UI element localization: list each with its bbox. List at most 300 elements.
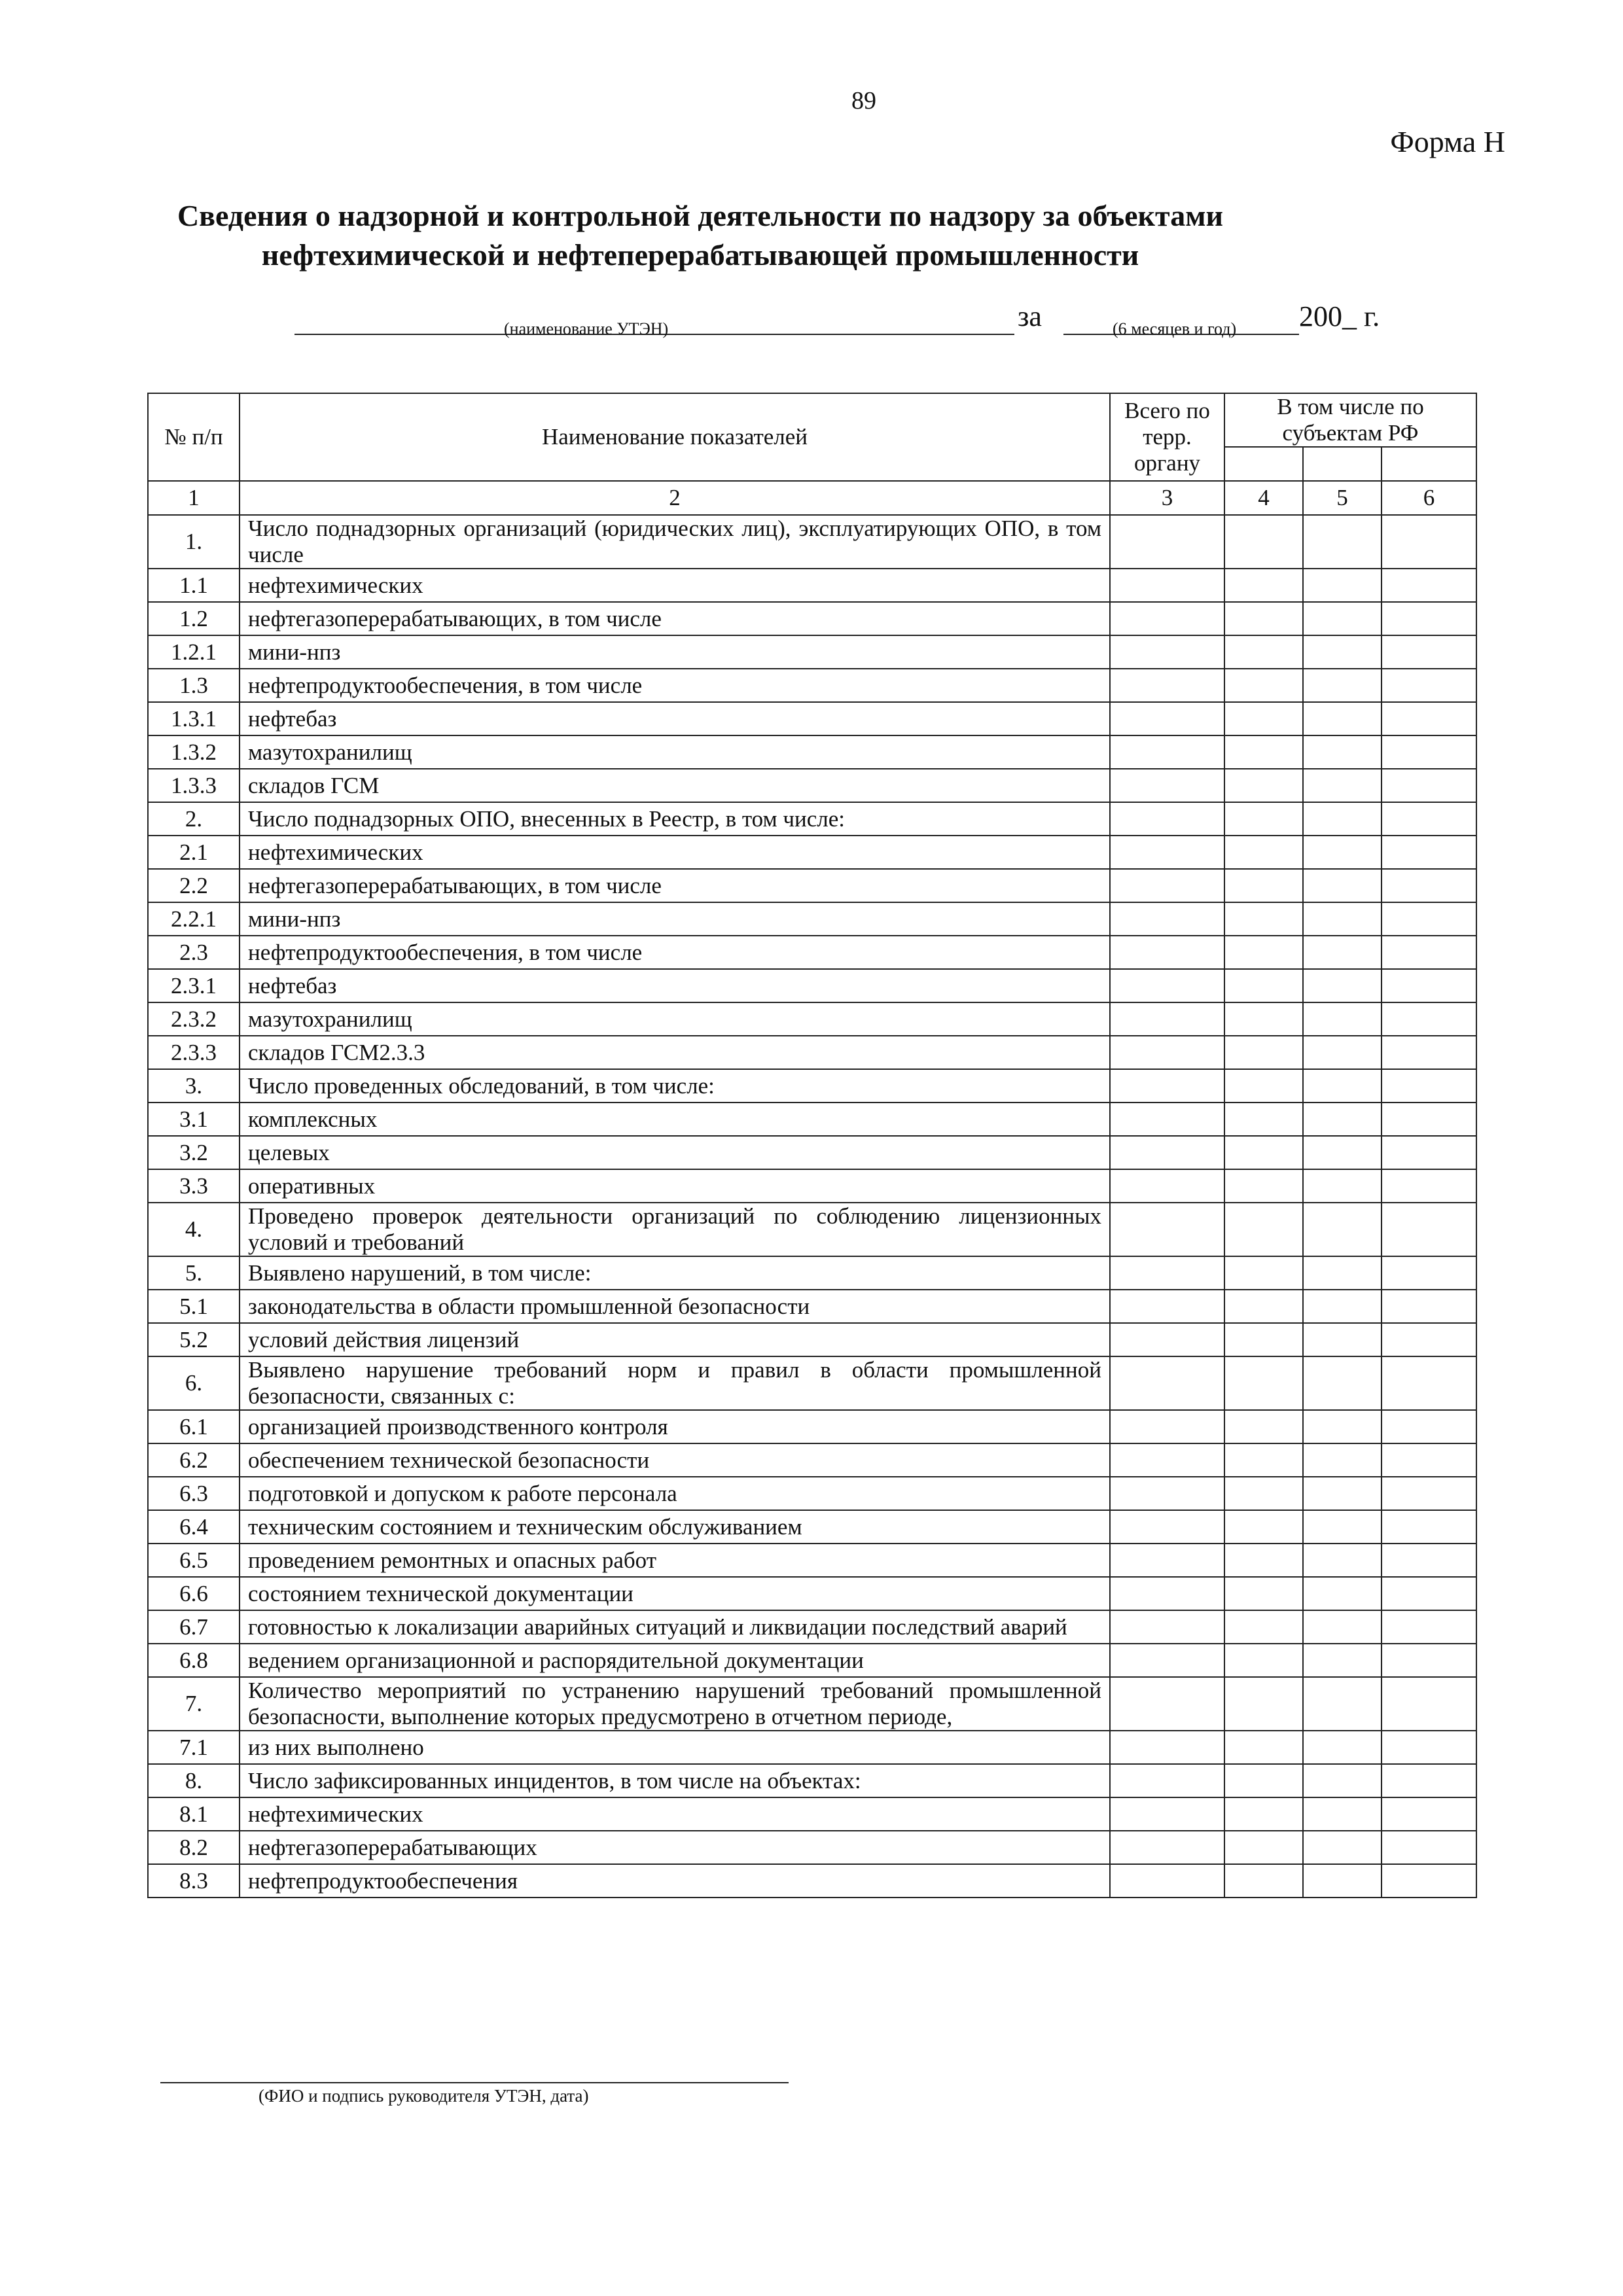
row-indicator-name: мини-нпз xyxy=(240,635,1110,669)
row-indicator-name: нефтехимических xyxy=(240,1797,1110,1831)
column-number: 4 xyxy=(1224,481,1303,515)
value-cell[interactable] xyxy=(1224,515,1303,569)
value-cell[interactable] xyxy=(1382,702,1476,735)
row-number: 3.3 xyxy=(148,1169,240,1203)
value-cell[interactable] xyxy=(1224,1203,1303,1256)
row-number: 1.3 xyxy=(148,669,240,702)
table-row xyxy=(148,1002,1476,1036)
value-cell[interactable] xyxy=(1382,1510,1476,1544)
value-cell[interactable] xyxy=(1224,769,1303,802)
value-cell[interactable] xyxy=(1224,1731,1303,1764)
row-indicator-name: Выявлено нарушений, в том числе: xyxy=(240,1256,1110,1290)
row-indicator-name: Число поднадзорных организаций (юридических лиц), эксплуатирующих ОПО, в том числе xyxy=(240,515,1110,569)
value-cell[interactable] xyxy=(1110,515,1224,569)
value-cell[interactable] xyxy=(1382,1069,1476,1103)
value-cell[interactable] xyxy=(1224,936,1303,969)
row-number: 6.3 xyxy=(148,1477,240,1510)
table-row xyxy=(148,1136,1476,1169)
row-indicator-name: техническим состоянием и техническим обслуживанием xyxy=(240,1510,1110,1544)
value-cell[interactable] xyxy=(1110,569,1224,602)
value-cell[interactable] xyxy=(1110,1203,1224,1256)
page-number: 89 xyxy=(851,87,876,115)
header-subject-cell xyxy=(1303,447,1382,481)
row-indicator-name: нефтебаз xyxy=(240,969,1110,1002)
column-number: 3 xyxy=(1110,481,1224,515)
value-cell[interactable] xyxy=(1303,1443,1382,1477)
value-cell[interactable] xyxy=(1224,1136,1303,1169)
table-row xyxy=(148,515,1476,569)
value-cell[interactable] xyxy=(1110,1169,1224,1203)
value-cell[interactable] xyxy=(1303,635,1382,669)
value-cell[interactable] xyxy=(1382,1831,1476,1864)
column-number: 6 xyxy=(1382,481,1476,515)
table-row xyxy=(148,1510,1476,1544)
row-indicator-name: мини-нпз xyxy=(240,902,1110,936)
value-cell[interactable] xyxy=(1382,1410,1476,1443)
report-table xyxy=(147,393,1477,1898)
column-number: 1 xyxy=(148,481,240,515)
table-row xyxy=(148,1356,1476,1410)
column-number: 5 xyxy=(1303,481,1382,515)
value-cell[interactable] xyxy=(1224,1797,1303,1831)
value-cell[interactable] xyxy=(1224,1290,1303,1323)
value-cell[interactable] xyxy=(1110,1731,1224,1764)
value-cell[interactable] xyxy=(1303,669,1382,702)
value-cell[interactable] xyxy=(1303,1764,1382,1797)
column-number-row xyxy=(148,481,1476,515)
value-cell[interactable] xyxy=(1303,836,1382,869)
value-cell[interactable] xyxy=(1224,635,1303,669)
org-name-caption: (наименование УТЭН) xyxy=(504,319,669,338)
value-cell[interactable] xyxy=(1224,869,1303,902)
value-cell[interactable] xyxy=(1382,602,1476,635)
value-cell[interactable] xyxy=(1224,902,1303,936)
table-row xyxy=(148,1864,1476,1898)
value-cell[interactable] xyxy=(1303,1510,1382,1544)
table-row xyxy=(148,1410,1476,1443)
value-cell[interactable] xyxy=(1303,1103,1382,1136)
row-number: 8.2 xyxy=(148,1831,240,1864)
value-cell[interactable] xyxy=(1303,1544,1382,1577)
table-row xyxy=(148,802,1476,836)
row-number: 8. xyxy=(148,1764,240,1797)
header-subject-cell xyxy=(1382,447,1476,481)
value-cell[interactable] xyxy=(1224,735,1303,769)
value-cell[interactable] xyxy=(1303,1677,1382,1731)
value-cell[interactable] xyxy=(1224,1443,1303,1477)
row-number: 5.1 xyxy=(148,1290,240,1323)
row-number: 2.2.1 xyxy=(148,902,240,936)
value-cell[interactable] xyxy=(1303,1069,1382,1103)
value-cell[interactable] xyxy=(1382,1103,1476,1136)
value-cell[interactable] xyxy=(1303,1477,1382,1510)
value-cell[interactable] xyxy=(1224,1323,1303,1356)
row-indicator-name: целевых xyxy=(240,1136,1110,1169)
value-cell[interactable] xyxy=(1110,1544,1224,1577)
value-cell[interactable] xyxy=(1110,1644,1224,1677)
row-indicator-name: подготовкой и допуском к работе персонала xyxy=(240,1477,1110,1510)
report-body xyxy=(148,515,1476,1898)
table-row xyxy=(148,1644,1476,1677)
value-cell[interactable] xyxy=(1110,1103,1224,1136)
row-indicator-name: ведением организационной и распорядительной документации xyxy=(240,1644,1110,1677)
value-cell[interactable] xyxy=(1382,1644,1476,1677)
title-line-2: нефтехимической и нефтеперерабатывающей промышленности xyxy=(261,238,1139,272)
table-row xyxy=(148,1256,1476,1290)
row-number: 7.1 xyxy=(148,1731,240,1764)
value-cell[interactable] xyxy=(1224,1002,1303,1036)
row-indicator-name: нефтегазоперерабатывающих, в том числе xyxy=(240,869,1110,902)
value-cell[interactable] xyxy=(1224,702,1303,735)
table-row xyxy=(148,836,1476,869)
value-cell[interactable] xyxy=(1224,1356,1303,1410)
row-number: 1. xyxy=(148,515,240,569)
row-number: 3. xyxy=(148,1069,240,1103)
value-cell[interactable] xyxy=(1303,569,1382,602)
table-row xyxy=(148,1169,1476,1203)
value-cell[interactable] xyxy=(1303,1256,1382,1290)
value-cell[interactable] xyxy=(1303,1002,1382,1036)
value-cell[interactable] xyxy=(1382,515,1476,569)
document-title xyxy=(131,196,1270,275)
value-cell[interactable] xyxy=(1382,1323,1476,1356)
value-cell[interactable] xyxy=(1382,1036,1476,1069)
value-cell[interactable] xyxy=(1303,1577,1382,1610)
table-row xyxy=(148,1323,1476,1356)
value-cell[interactable] xyxy=(1110,602,1224,635)
value-cell[interactable] xyxy=(1303,902,1382,936)
row-indicator-name: проведением ремонтных и опасных работ xyxy=(240,1544,1110,1577)
value-cell[interactable] xyxy=(1303,1610,1382,1644)
value-cell[interactable] xyxy=(1382,836,1476,869)
table-row xyxy=(148,1677,1476,1731)
value-cell[interactable] xyxy=(1382,635,1476,669)
row-indicator-name: нефтепродуктообеспечения xyxy=(240,1864,1110,1898)
table-row xyxy=(148,1797,1476,1831)
row-number: 2.2 xyxy=(148,869,240,902)
signature-caption: (ФИО и подпись руководителя УТЭН, дата) xyxy=(259,2086,589,2106)
value-cell[interactable] xyxy=(1110,702,1224,735)
table-row xyxy=(148,1203,1476,1256)
table-row xyxy=(148,1764,1476,1797)
value-cell[interactable] xyxy=(1110,1069,1224,1103)
value-cell[interactable] xyxy=(1382,902,1476,936)
table-row xyxy=(148,1610,1476,1644)
row-indicator-name: комплексных xyxy=(240,1103,1110,1136)
value-cell[interactable] xyxy=(1303,702,1382,735)
value-cell[interactable] xyxy=(1303,1290,1382,1323)
row-number: 8.3 xyxy=(148,1864,240,1898)
value-cell[interactable] xyxy=(1110,769,1224,802)
value-cell[interactable] xyxy=(1382,802,1476,836)
value-cell[interactable] xyxy=(1303,1797,1382,1831)
table-row xyxy=(148,1731,1476,1764)
value-cell[interactable] xyxy=(1224,1256,1303,1290)
value-cell[interactable] xyxy=(1224,569,1303,602)
value-cell[interactable] xyxy=(1303,602,1382,635)
row-indicator-name: нефтехимических xyxy=(240,836,1110,869)
value-cell[interactable] xyxy=(1303,936,1382,969)
row-number: 6.5 xyxy=(148,1544,240,1577)
table-row xyxy=(148,1443,1476,1477)
value-cell[interactable] xyxy=(1224,1831,1303,1864)
value-cell[interactable] xyxy=(1110,802,1224,836)
value-cell[interactable] xyxy=(1382,869,1476,902)
value-cell[interactable] xyxy=(1303,1323,1382,1356)
row-indicator-name: нефтебаз xyxy=(240,702,1110,735)
row-number: 2.3.3 xyxy=(148,1036,240,1069)
value-cell[interactable] xyxy=(1224,602,1303,635)
row-number: 4. xyxy=(148,1203,240,1256)
column-number: 2 xyxy=(240,481,1110,515)
table-row xyxy=(148,1290,1476,1323)
value-cell[interactable] xyxy=(1382,1356,1476,1410)
value-cell[interactable] xyxy=(1382,1610,1476,1644)
value-cell[interactable] xyxy=(1110,902,1224,936)
value-cell[interactable] xyxy=(1224,802,1303,836)
value-cell[interactable] xyxy=(1382,1797,1476,1831)
row-indicator-name: складов ГСМ xyxy=(240,769,1110,802)
value-cell[interactable] xyxy=(1224,1864,1303,1898)
value-cell[interactable] xyxy=(1110,969,1224,1002)
value-cell[interactable] xyxy=(1382,1544,1476,1577)
row-number: 6.2 xyxy=(148,1443,240,1477)
value-cell[interactable] xyxy=(1382,1443,1476,1477)
row-number: 6.1 xyxy=(148,1410,240,1443)
row-indicator-name: организацией производственного контроля xyxy=(240,1410,1110,1443)
value-cell[interactable] xyxy=(1382,669,1476,702)
row-number: 6. xyxy=(148,1356,240,1410)
value-cell[interactable] xyxy=(1110,1797,1224,1831)
value-cell[interactable] xyxy=(1382,1256,1476,1290)
value-cell[interactable] xyxy=(1303,1831,1382,1864)
value-cell[interactable] xyxy=(1110,1677,1224,1731)
value-cell[interactable] xyxy=(1224,1610,1303,1644)
header-total: Всего по терр. органу xyxy=(1110,393,1224,481)
title-line-1: Сведения о надзорной и контрольной деятельности по надзору за объектами xyxy=(177,199,1224,232)
value-cell[interactable] xyxy=(1303,1731,1382,1764)
value-cell[interactable] xyxy=(1303,769,1382,802)
table-row xyxy=(148,1069,1476,1103)
row-number: 6.4 xyxy=(148,1510,240,1544)
value-cell[interactable] xyxy=(1110,1477,1224,1510)
table-row xyxy=(148,1831,1476,1864)
value-cell[interactable] xyxy=(1303,515,1382,569)
row-indicator-name: Количество мероприятий по устранению нарушений требований промышленной безопасности, выполнение которых предусмотрено в отчетном периоде, xyxy=(240,1677,1110,1731)
value-cell[interactable] xyxy=(1224,1169,1303,1203)
row-indicator-name: состоянием технической документации xyxy=(240,1577,1110,1610)
row-number: 1.3.1 xyxy=(148,702,240,735)
value-cell[interactable] xyxy=(1382,969,1476,1002)
table-row xyxy=(148,602,1476,635)
row-number: 6.7 xyxy=(148,1610,240,1644)
value-cell[interactable] xyxy=(1382,1136,1476,1169)
value-cell[interactable] xyxy=(1382,936,1476,969)
table-row xyxy=(148,1036,1476,1069)
table-row xyxy=(148,769,1476,802)
value-cell[interactable] xyxy=(1110,1002,1224,1036)
value-cell[interactable] xyxy=(1224,1103,1303,1136)
row-number: 5. xyxy=(148,1256,240,1290)
row-number: 3.2 xyxy=(148,1136,240,1169)
value-cell[interactable] xyxy=(1110,1764,1224,1797)
row-number: 2.3 xyxy=(148,936,240,969)
value-cell[interactable] xyxy=(1224,1477,1303,1510)
table-row xyxy=(148,702,1476,735)
row-indicator-name: из них выполнено xyxy=(240,1731,1110,1764)
value-cell[interactable] xyxy=(1224,1644,1303,1677)
value-cell[interactable] xyxy=(1224,669,1303,702)
value-cell[interactable] xyxy=(1303,735,1382,769)
value-cell[interactable] xyxy=(1382,1677,1476,1731)
row-number: 6.8 xyxy=(148,1644,240,1677)
table-row xyxy=(148,869,1476,902)
value-cell[interactable] xyxy=(1224,1764,1303,1797)
value-cell[interactable] xyxy=(1110,1036,1224,1069)
row-indicator-name: нефтегазоперерабатывающих xyxy=(240,1831,1110,1864)
value-cell[interactable] xyxy=(1382,1764,1476,1797)
row-indicator-name: нефтехимических xyxy=(240,569,1110,602)
value-cell[interactable] xyxy=(1303,1203,1382,1256)
value-cell[interactable] xyxy=(1110,1323,1224,1356)
value-cell[interactable] xyxy=(1224,1510,1303,1544)
table-row xyxy=(148,1477,1476,1510)
row-number: 2.1 xyxy=(148,836,240,869)
table-row xyxy=(148,669,1476,702)
row-indicator-name: нефтепродуктообеспечения, в том числе xyxy=(240,669,1110,702)
signature-line xyxy=(160,2082,789,2083)
row-indicator-name: Проведено проверок деятельности организаций по соблюдению лицензионных условий и требований xyxy=(240,1203,1110,1256)
table-row xyxy=(148,902,1476,936)
row-indicator-name: нефтепродуктообеспечения, в том числе xyxy=(240,936,1110,969)
value-cell[interactable] xyxy=(1110,869,1224,902)
value-cell[interactable] xyxy=(1303,802,1382,836)
header-subject-cell xyxy=(1224,447,1303,481)
value-cell[interactable] xyxy=(1382,1731,1476,1764)
value-cell[interactable] xyxy=(1110,1136,1224,1169)
value-cell[interactable] xyxy=(1224,969,1303,1002)
value-cell[interactable] xyxy=(1303,1410,1382,1443)
row-number: 2. xyxy=(148,802,240,836)
value-cell[interactable] xyxy=(1110,936,1224,969)
value-cell[interactable] xyxy=(1303,1169,1382,1203)
value-cell[interactable] xyxy=(1224,1069,1303,1103)
row-indicator-name: оперативных xyxy=(240,1169,1110,1203)
row-number: 8.1 xyxy=(148,1797,240,1831)
row-number: 5.2 xyxy=(148,1323,240,1356)
value-cell[interactable] xyxy=(1303,1036,1382,1069)
table-row xyxy=(148,569,1476,602)
form-label: Форма Н xyxy=(1390,125,1505,158)
table-row xyxy=(148,635,1476,669)
value-cell[interactable] xyxy=(1110,735,1224,769)
row-indicator-name: мазутохранилищ xyxy=(240,735,1110,769)
period-caption: (6 месяцев и год) xyxy=(1113,319,1237,338)
row-number: 3.1 xyxy=(148,1103,240,1136)
value-cell[interactable] xyxy=(1382,1169,1476,1203)
table-row xyxy=(148,735,1476,769)
value-cell[interactable] xyxy=(1382,1477,1476,1510)
header-name: Наименование показателей xyxy=(240,393,1110,481)
row-indicator-name: Число проведенных обследований, в том числе: xyxy=(240,1069,1110,1103)
table-row xyxy=(148,1577,1476,1610)
row-indicator-name: нефтегазоперерабатывающих, в том числе xyxy=(240,602,1110,635)
row-number: 2.3.2 xyxy=(148,1002,240,1036)
value-cell[interactable] xyxy=(1224,1544,1303,1577)
value-cell[interactable] xyxy=(1110,1864,1224,1898)
row-number: 1.1 xyxy=(148,569,240,602)
row-number: 6.6 xyxy=(148,1577,240,1610)
value-cell[interactable] xyxy=(1382,569,1476,602)
table-row xyxy=(148,1544,1476,1577)
row-number: 1.2 xyxy=(148,602,240,635)
header-subjects: В том числе по субъектам РФ xyxy=(1224,393,1476,447)
row-number: 1.2.1 xyxy=(148,635,240,669)
row-indicator-name: складов ГСМ2.3.3 xyxy=(240,1036,1110,1069)
value-cell[interactable] xyxy=(1303,1136,1382,1169)
row-indicator-name: Число зафиксированных инцидентов, в том числе на объектах: xyxy=(240,1764,1110,1797)
row-number: 7. xyxy=(148,1677,240,1731)
row-number: 1.3.2 xyxy=(148,735,240,769)
value-cell[interactable] xyxy=(1382,769,1476,802)
value-cell[interactable] xyxy=(1110,1510,1224,1544)
value-cell[interactable] xyxy=(1382,1577,1476,1610)
value-cell[interactable] xyxy=(1303,1356,1382,1410)
value-cell[interactable] xyxy=(1224,1036,1303,1069)
row-number: 1.3.3 xyxy=(148,769,240,802)
row-indicator-name: Выявлено нарушение требований норм и правил в области промышленной безопасности, связанных с: xyxy=(240,1356,1110,1410)
value-cell[interactable] xyxy=(1110,1831,1224,1864)
year-label: 200_ г. xyxy=(1299,300,1380,332)
value-cell[interactable] xyxy=(1303,1644,1382,1677)
row-indicator-name: законодательства в области промышленной безопасности xyxy=(240,1290,1110,1323)
header-num: № п/п xyxy=(148,393,240,481)
row-indicator-name: мазутохранилищ xyxy=(240,1002,1110,1036)
value-cell[interactable] xyxy=(1110,1610,1224,1644)
value-cell[interactable] xyxy=(1303,1864,1382,1898)
row-indicator-name: Число поднадзорных ОПО, внесенных в Реестр, в том числе: xyxy=(240,802,1110,836)
row-indicator-name: условий действия лицензий xyxy=(240,1323,1110,1356)
row-indicator-name: обеспечением технической безопасности xyxy=(240,1443,1110,1477)
value-cell[interactable] xyxy=(1110,1577,1224,1610)
value-cell[interactable] xyxy=(1224,1577,1303,1610)
value-cell[interactable] xyxy=(1382,1290,1476,1323)
value-cell[interactable] xyxy=(1303,969,1382,1002)
value-cell[interactable] xyxy=(1224,836,1303,869)
value-cell[interactable] xyxy=(1110,1410,1224,1443)
value-cell[interactable] xyxy=(1110,1356,1224,1410)
value-cell[interactable] xyxy=(1110,635,1224,669)
value-cell[interactable] xyxy=(1382,1203,1476,1256)
value-cell[interactable] xyxy=(1382,735,1476,769)
value-cell[interactable] xyxy=(1110,1443,1224,1477)
table-row xyxy=(148,969,1476,1002)
za-label: за xyxy=(1018,300,1042,332)
table-row xyxy=(148,1103,1476,1136)
value-cell[interactable] xyxy=(1382,1002,1476,1036)
value-cell[interactable] xyxy=(1382,1864,1476,1898)
row-number: 2.3.1 xyxy=(148,969,240,1002)
value-cell[interactable] xyxy=(1110,1256,1224,1290)
value-cell[interactable] xyxy=(1224,1410,1303,1443)
row-indicator-name: готовностью к локализации аварийных ситуаций и ликвидации последствий аварий xyxy=(240,1610,1110,1644)
value-cell[interactable] xyxy=(1110,669,1224,702)
value-cell[interactable] xyxy=(1110,1290,1224,1323)
value-cell[interactable] xyxy=(1303,869,1382,902)
table-row xyxy=(148,936,1476,969)
value-cell[interactable] xyxy=(1224,1677,1303,1731)
value-cell[interactable] xyxy=(1110,836,1224,869)
